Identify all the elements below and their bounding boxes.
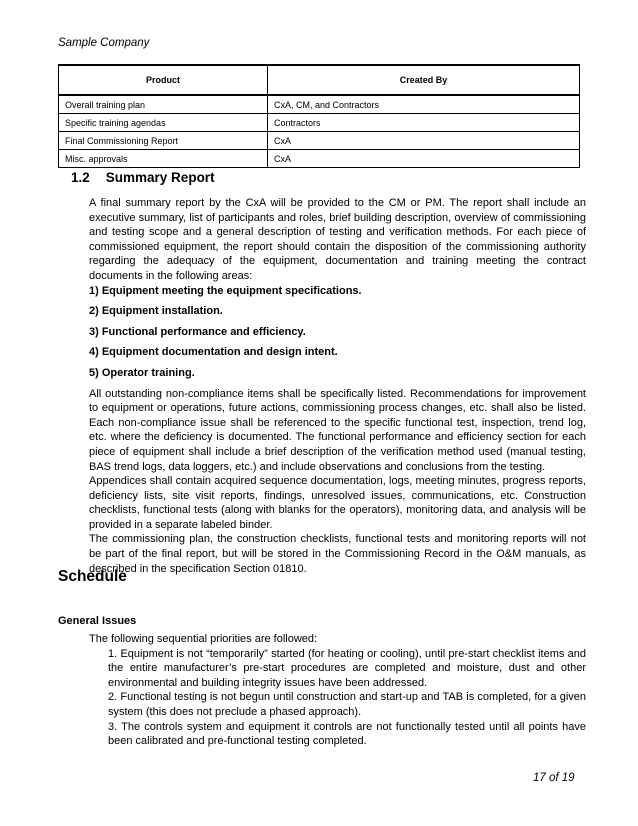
list-item: 2) Equipment installation. <box>89 305 223 318</box>
area-list <box>89 284 586 381</box>
table-cell: Final Commissioning Report <box>59 132 268 150</box>
list-item: 5) Operator training. <box>89 366 195 379</box>
section-number: 1.2 <box>71 170 90 185</box>
company-header: Sample Company <box>58 37 150 49</box>
general-issues-heading: General Issues <box>58 615 137 627</box>
table-row <box>59 132 580 150</box>
table-row <box>59 150 580 168</box>
paragraph-commissioning-plan: The commissioning plan, the construction checklists, functional tests and monitoring reports will not be part of the final report, but will be stored in the Commissioning Record in the O&M manuals, as described in the specification Section 01810. <box>89 533 586 575</box>
list-item: 1. Equipment is not “temporarily” started (for heating or cooling), until pre-start checklist items and the entire manufacturer’s pre-start procedures are completed and moisture, dust and other environmental and building integrity issues have been addressed. <box>108 647 586 689</box>
table-row <box>59 114 580 132</box>
column-header-product: Product <box>59 65 268 95</box>
section-intro: A final summary report by the CxA will be provided to the CM or PM. The report shall include an executive summary, list of participants and roles, brief building description, overview of commissioning and testing scope and a general description of testing and verification methods. For each piece of commissioned equipment, the report should contain the disposition of the commissioning authority regarding the adequacy of the equipment, documentation and training meeting the contract documents in the following areas: <box>89 197 586 282</box>
list-item: 2. Functional testing is not begun until construction and start-up and TAB is completed, for a given system (this does not preclude a phased approach). <box>108 691 586 718</box>
table-cell: Misc. approvals <box>59 150 268 168</box>
list-item: 3. The controls system and equipment it controls are not functionally tested until all points have been calibrated and pre-functional testing completed. <box>108 720 586 748</box>
table-row <box>59 95 580 114</box>
paragraph-appendices: Appendices shall contain acquired sequence documentation, logs, meeting minutes, progress reports, deficiency lists, site visit reports, findings, unresolved issues, communications, etc. Construction checklists, functional tests (along with blanks for the operators), monitoring data, and analysis will be provided in a separate labeled binder. <box>89 475 586 531</box>
schedule-intro: The following sequential priorities are followed: <box>89 633 318 645</box>
section-title: Summary Report <box>105 170 215 185</box>
table-cell: CxA <box>268 150 580 168</box>
paragraph-noncompliance: All outstanding non-compliance items shall be specifically listed. Recommendations for improvement to equipment or operations, future actions, commissioning process changes, etc. shall also be listed. Each non-compliance issue shall be referenced to the specific functional test, inspection, trend log, etc. where the deficiency is documented. The functional performance and efficiency section for each piece of equipment shall include a brief description of the verification method used (manual testing, BAS trend logs, data loggers, etc.) and include observations and conclusions from the testing. <box>89 387 586 473</box>
table-cell: CxA <box>268 132 580 150</box>
table-cell: CxA, CM, and Contractors <box>268 95 580 114</box>
list-item: 3) Functional performance and efficiency. <box>89 325 306 338</box>
table-cell: Contractors <box>268 114 580 132</box>
schedule-heading: Schedule <box>58 568 127 585</box>
page-number: 17 of 19 <box>533 772 575 784</box>
list-item: 1) Equipment meeting the equipment specifications. <box>89 284 362 297</box>
table-cell: Overall training plan <box>59 95 268 114</box>
table-cell: Specific training agendas <box>59 114 268 132</box>
list-item: 4) Equipment documentation and design intent. <box>89 346 338 359</box>
priority-list <box>108 647 586 749</box>
table-header-row <box>59 65 580 95</box>
general-issues-body <box>89 632 586 749</box>
section-body <box>89 196 586 576</box>
column-header-created-by: Created By <box>268 65 580 95</box>
training-table <box>58 64 580 168</box>
section-heading <box>71 170 215 185</box>
